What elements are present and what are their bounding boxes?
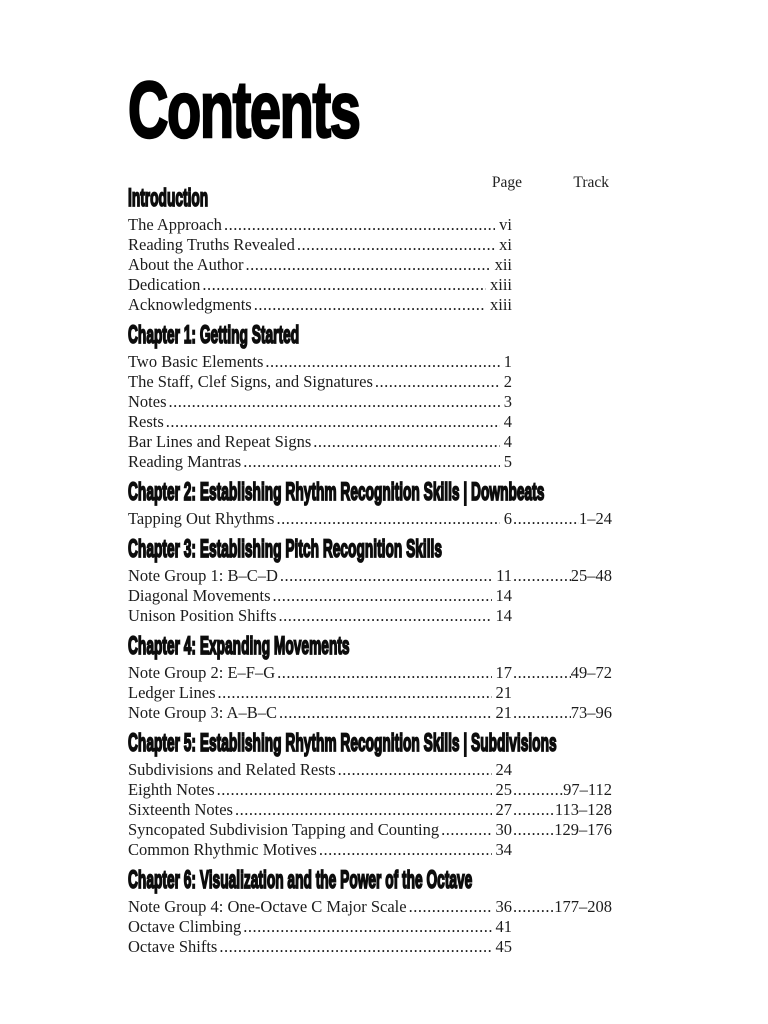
- toc-entry: [128, 509, 612, 529]
- dot-leader: [277, 703, 492, 723]
- entry-title: Tapping Out Rhythms: [128, 509, 275, 528]
- dot-leader: [373, 372, 500, 392]
- toc-section: [128, 184, 612, 315]
- entry-title: Reading Mantras: [128, 452, 242, 471]
- toc-entry: [128, 606, 612, 626]
- entry-title: Eighth Notes: [128, 780, 215, 799]
- toc-entry: [128, 760, 612, 780]
- toc-entry: [128, 392, 612, 412]
- entry-title: Common Rhythmic Motives: [128, 840, 317, 859]
- dot-leader: [222, 215, 495, 235]
- section-heading: Chapter 1: Getting Started: [128, 321, 300, 349]
- section-entries: [128, 897, 612, 957]
- entry-page-number: 14: [495, 586, 512, 605]
- entry-title: Syncopated Subdivision Tapping and Counting: [128, 820, 440, 839]
- section-entries: [128, 352, 612, 472]
- section-heading: Chapter 3: Establishing Pitch Recognition Skills: [128, 535, 443, 563]
- entry-track-range: 177–208: [554, 897, 612, 916]
- entry-track-slot: [512, 566, 612, 586]
- entry-page-number: 24: [495, 760, 512, 779]
- dot-leader: [216, 683, 492, 703]
- entry-title: Dedication: [128, 275, 201, 294]
- toc-entry: [128, 780, 612, 800]
- entry-page-number: 41: [495, 917, 512, 936]
- entry-track-slot: [512, 663, 612, 683]
- dot-leader: [295, 235, 495, 255]
- entry-title: Ledger Lines: [128, 683, 216, 702]
- entry-page-number: 4: [503, 432, 512, 451]
- toc-entry: [128, 275, 612, 295]
- dot-leader-track: [512, 780, 563, 800]
- entry-track-range: 73–96: [570, 703, 612, 722]
- entry-page-number: 4: [503, 412, 512, 431]
- dot-leader: [263, 352, 499, 372]
- entry-title: Note Group 3: A–B–C: [128, 703, 277, 722]
- section-entries: [128, 509, 612, 529]
- section-heading: Chapter 4: Expanding Movements: [128, 632, 350, 660]
- entry-title: Rests: [128, 412, 164, 431]
- entry-page-number: 30: [495, 820, 512, 839]
- entry-page-number: 25: [495, 780, 512, 799]
- entry-track-range: 113–128: [554, 800, 612, 819]
- entry-track-slot: [512, 509, 612, 529]
- entry-title: Diagonal Movements: [128, 586, 271, 605]
- dot-leader: [271, 586, 492, 606]
- toc-section: [128, 478, 612, 529]
- section-heading: Introduction: [128, 184, 209, 212]
- column-header-page: Page: [491, 174, 522, 191]
- entry-page-number: 34: [495, 840, 512, 859]
- toc-entry: [128, 683, 612, 703]
- toc-entry: [128, 917, 612, 937]
- toc-section: [128, 632, 612, 723]
- dot-leader-track: [512, 703, 571, 723]
- column-header-track: Track: [573, 174, 609, 191]
- entry-track-slot: [512, 800, 612, 820]
- entry-title: Subdivisions and Related Rests: [128, 760, 336, 779]
- entry-page-number: 5: [503, 452, 512, 471]
- entry-title: Bar Lines and Repeat Signs: [128, 432, 312, 451]
- dot-leader: [277, 606, 492, 626]
- toc-entry: [128, 566, 612, 586]
- section-heading: Chapter 5: Establishing Rhythm Recognition Skills | Subdivisions: [128, 729, 557, 757]
- entry-page-number: 21: [495, 703, 512, 722]
- dot-leader: [215, 780, 492, 800]
- toc-entry: [128, 235, 612, 255]
- section-entries: [128, 760, 612, 860]
- toc-entry: [128, 255, 612, 275]
- dot-leader: [244, 255, 491, 275]
- entry-title: About the Author: [128, 255, 244, 274]
- entry-track-range: 1–24: [579, 509, 612, 528]
- toc-entry: [128, 412, 612, 432]
- toc-section: [128, 535, 612, 626]
- entry-page-number: xiii: [489, 295, 512, 314]
- section-entries: [128, 566, 612, 626]
- entry-page-number: 45: [495, 937, 512, 956]
- entry-title: Note Group 2: E–F–G: [128, 663, 276, 682]
- entry-title: Octave Climbing: [128, 917, 242, 936]
- toc-entry: [128, 432, 612, 452]
- entry-page-number: 21: [495, 683, 512, 702]
- dot-leader: [252, 295, 486, 315]
- dot-leader-track: [512, 800, 555, 820]
- dot-leader: [407, 897, 492, 917]
- toc-entry: [128, 452, 612, 472]
- section-entries: [128, 215, 612, 315]
- toc-entry: [128, 820, 612, 840]
- dot-leader-track: [512, 566, 571, 586]
- entry-track-range: 97–112: [563, 780, 612, 799]
- entry-page-number: 17: [495, 663, 512, 682]
- dot-leader: [275, 663, 491, 683]
- dot-leader-track: [512, 509, 579, 529]
- toc-entry: [128, 663, 612, 683]
- dot-leader: [274, 509, 499, 529]
- entry-title: Note Group 1: B–C–D: [128, 566, 278, 585]
- dot-leader: [241, 917, 491, 937]
- toc-entry: [128, 800, 612, 820]
- toc-entry: [128, 586, 612, 606]
- entry-page-number: 14: [495, 606, 512, 625]
- toc-entry: [128, 295, 612, 315]
- entry-page-number: vi: [499, 215, 512, 234]
- dot-leader: [167, 392, 500, 412]
- entry-title: Sixteenth Notes: [128, 800, 233, 819]
- entry-track-range: 129–176: [554, 820, 612, 839]
- toc-section: [128, 729, 612, 860]
- entry-page-number: 36: [495, 897, 512, 916]
- section-heading: Chapter 2: Establishing Rhythm Recognition Skills | Downbeats: [128, 478, 545, 506]
- toc-entry: [128, 897, 612, 917]
- toc-entry: [128, 372, 612, 392]
- entry-track-range: 49–72: [570, 663, 612, 682]
- entry-track-range: 25–48: [570, 566, 612, 585]
- entry-page-number: xiii: [489, 275, 512, 294]
- dot-leader: [278, 566, 492, 586]
- entry-page-number: 6: [503, 509, 512, 528]
- toc-entry: [128, 215, 612, 235]
- dot-leader: [200, 275, 486, 295]
- entry-title: The Staff, Clef Signs, and Signatures: [128, 372, 373, 391]
- toc-sections: [128, 184, 612, 957]
- toc-entry: [128, 352, 612, 372]
- entry-title: Octave Shifts: [128, 937, 218, 956]
- page-title: Contents: [128, 65, 360, 154]
- toc-entry: [128, 840, 612, 860]
- toc-section: [128, 321, 612, 472]
- entry-page-number: xii: [494, 255, 512, 274]
- dot-leader: [233, 800, 492, 820]
- entry-title: Acknowledgments: [128, 295, 252, 314]
- entry-title: Note Group 4: One-Octave C Major Scale: [128, 897, 407, 916]
- dot-leader: [217, 937, 491, 957]
- toc-entry: [128, 703, 612, 723]
- entry-page-number: 2: [503, 372, 512, 391]
- dot-leader: [336, 760, 492, 780]
- dot-leader-track: [512, 897, 554, 917]
- entry-page-number: 1: [503, 352, 512, 371]
- toc-entry: [128, 937, 612, 957]
- entry-title: Reading Truths Revealed: [128, 235, 295, 254]
- dot-leader-track: [512, 820, 554, 840]
- entry-title: Notes: [128, 392, 167, 411]
- entry-page-number: xi: [499, 235, 512, 254]
- dot-leader-track: [512, 663, 571, 683]
- section-entries: [128, 663, 612, 723]
- dot-leader: [317, 840, 492, 860]
- dot-leader: [164, 412, 500, 432]
- entry-page-number: 27: [495, 800, 512, 819]
- entry-track-slot: [512, 820, 612, 840]
- entry-page-number: 3: [503, 392, 512, 411]
- entry-track-slot: [512, 780, 612, 800]
- entry-title: The Approach: [128, 215, 222, 234]
- entry-title: Unison Position Shifts: [128, 606, 277, 625]
- entry-page-number: 11: [496, 566, 512, 585]
- entry-track-slot: [512, 703, 612, 723]
- toc-section: [128, 866, 612, 957]
- dot-leader: [241, 452, 500, 472]
- entry-track-slot: [512, 897, 612, 917]
- entry-title: Two Basic Elements: [128, 352, 264, 371]
- section-heading: Chapter 6: Visualization and the Power of the Octave: [128, 866, 473, 894]
- text-block: [128, 65, 612, 957]
- dot-leader: [439, 820, 491, 840]
- dot-leader: [311, 432, 499, 452]
